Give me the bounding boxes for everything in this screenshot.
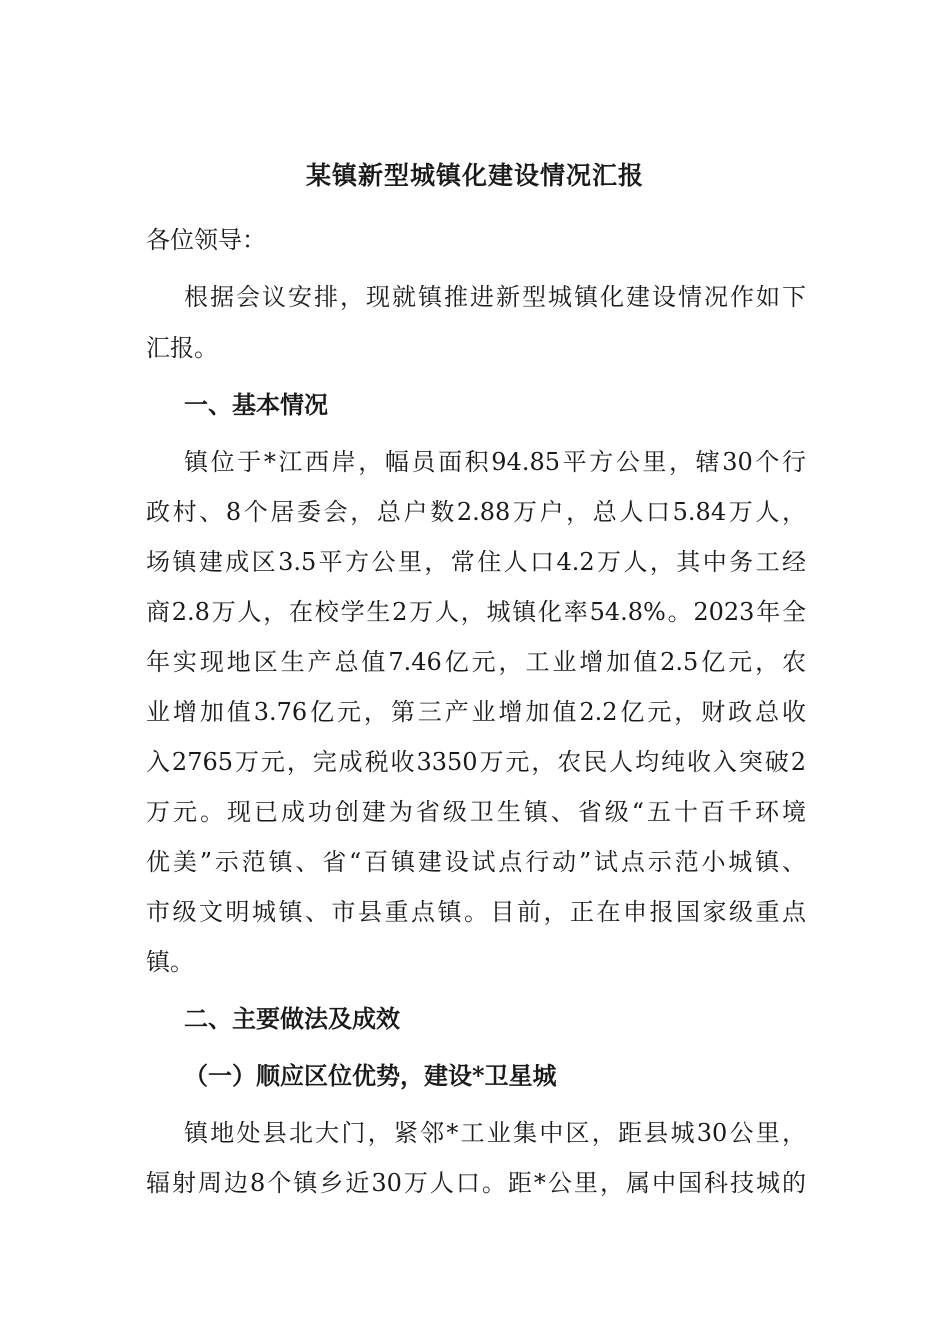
paragraph-line: 镇地处县北大门，紧邻*工业集中区，距县城30公里， xyxy=(184,1119,806,1147)
document-title: 某镇新型城镇化建设情况汇报 xyxy=(305,161,644,190)
paragraph-line: 市级文明城镇、市县重点镇。目前，正在申报国家级重点 xyxy=(146,898,806,926)
intro-line: 汇报。 xyxy=(146,334,218,362)
section-heading-measures: 二、主要做法及成效 xyxy=(184,1004,400,1033)
paragraph-line: 商2.8万人，在校学生2万人，城镇化率54.8%。2023年全 xyxy=(146,598,806,626)
paragraph-line: 镇位于*江西岸，幅员面积94.85平方公里，辖30个行 xyxy=(184,448,806,476)
paragraph-line: 年实现地区生产总值7.46亿元，工业增加值2.5亿元，农 xyxy=(146,648,806,676)
paragraph-line: 万元。现已成功创建为省级卫生镇、省级“五十百千环境 xyxy=(146,798,806,826)
paragraph-line: 政村、8个居委会，总户数2.88万户，总人口5.84万人， xyxy=(146,498,806,526)
paragraph-line: 镇。 xyxy=(146,948,194,976)
salutation: 各位领导： xyxy=(146,226,266,254)
paragraph-line: 优美”示范镇、省“百镇建设试点行动”试点示范小城镇、 xyxy=(146,848,806,876)
paragraph-line: 辐射周边8个镇乡近30万人口。距*公里，属中国科技城的 xyxy=(146,1169,806,1197)
subsection-heading: （一）顺应区位优势，建设*卫星城 xyxy=(184,1061,557,1090)
intro-line: 根据会议安排，现就镇推进新型城镇化建设情况作如下 xyxy=(184,283,806,311)
section-heading-basic: 一、基本情况 xyxy=(184,390,328,419)
paragraph-line: 入2765万元，完成税收3350万元，农民人均纯收入突破2 xyxy=(146,748,806,776)
paragraph-line: 场镇建成区3.5平方公里，常住人口4.2万人，其中务工经 xyxy=(146,548,806,576)
paragraph-line: 业增加值3.76亿元，第三产业增加值2.2亿元，财政总收 xyxy=(146,698,806,726)
